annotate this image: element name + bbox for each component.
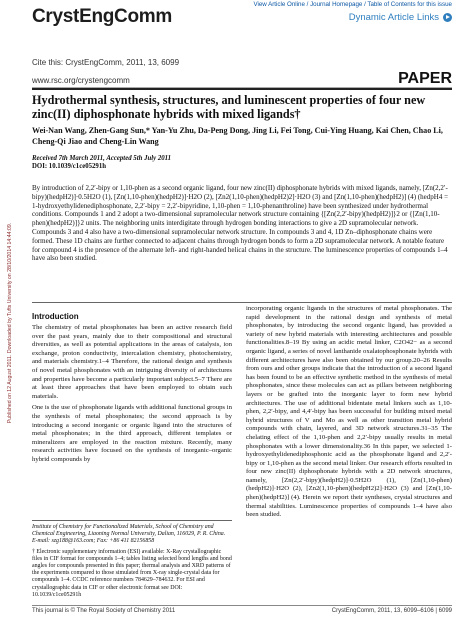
received-dates: Received 7th March 2011, Accepted 5th July 2011 <box>32 155 172 162</box>
left-column <box>32 324 232 468</box>
play-arrow-icon[interactable] <box>443 13 452 22</box>
intro-paragraph-2: One is the use of phosphonate ligands with additional functional groups in the synthesis of metal phosphonates; the second approach is by introducing a second inorganic or organic ligand into the structures of metal phosphonates; in the third approach, different templates or mineralizers are employed in the reaction mixture. Recently, many research activities have focused on the synthesis of inorganic–organic hybrid compounds by <box>32 404 232 463</box>
journal-title: CrystEngComm <box>32 6 172 27</box>
download-sideband <box>0 0 14 620</box>
journal-url[interactable]: www.rsc.org/crystengcomm <box>32 76 130 85</box>
intro-paragraph-1: The chemistry of metal phosphonates has been an active research field over the past years, mainly due to their compositional and structural diversities, as well as potential applications in the areas of catalysis, ion exchange, proton conductivity, intercalation chemistry, photochemistry, and materials chemistry.1–4 Therefore, the rational design and synthesis of novel metal phosphonates with an intriguing diversity of architectures and properties have become a particularly important subject.5–7 There are at least three approaches that have been employed to obtain such materials. <box>32 324 232 400</box>
copyright-footer: This journal is © The Royal Society of Chemistry 2011 <box>32 608 176 614</box>
header-divider <box>32 88 452 90</box>
abstract-text: By introduction of 2,2′-bipy or 1,10-phen as a second organic ligand, four new zinc(II) diphosphonate hybrids with mixed ligands, namely, [Zn(2,2′-bipy)(hedpH2)]·0.5H2O (1), [Zn(1,10-phen)(hedpH2)]·H2O (2), [Zn2(1,10-phen)(hedpH2)2]·H2O (3) and [Zn(1,10-phen)(hedpH2)] (4) (hedpH4 = 1-hydroxyethylidenediphosphonate, 2,2′-bipy = 2,2′-bipyridine, 1,10-phen = 1,10-phenanthroline) have been synthesized under hydrothermal conditions. Compounds 1 and 2 adopt a two-dimensional supramolecular network structure containing {[Zn(2,2′-bipy)(hedpH2)]}2 or {[Zn(1,10-phen)(hedpH2)]}2 units. The neighboring units interdigitate through hydrogen bonding interactions to give a 2D supramolecular network. Compounds 3 and 4 also have a two-dimensional supramolecular network structure. In compounds 3 and 4, 1D Zn–diphosphonate chains were formed. These 1D chains are further connected to adjacent chains through hydrogen bonds to form a 2D supramolecular network. A notable feature for compound 4 is the presence of the alternate left- and right-handed helical chains in the structure. The luminescence properties of compounds 1–4 have also been studied. <box>32 184 449 263</box>
article-links[interactable]: View Article Online / Journal Homepage / Table of Contents for this issue <box>253 1 452 8</box>
dynamic-links-label[interactable]: Dynamic Article Links <box>348 12 439 23</box>
abstract-divider <box>32 302 452 303</box>
footer-divider <box>32 605 452 606</box>
intro-paragraph-3: incorporating organic ligands in the structures of metal phosphonates. The rapid development in the rational design and synthesis of metal phosphonates, by introducing the second organic ligand, has provided a variety of new hybrid materials with interesting architectures and possible functionalities.8–19 By using an acidic metal linker, C2O42− as a second organic ligand, a series of novel lanthanide oxalatophosphonate hybrids with different architectures have also been obtained by our group.20–26 Results from ours and other groups indicate that the introduction of a second ligand has been found to be an effective synthetic method in the synthesis of metal phosphonates, since these molecules can act as pillars between neighboring layers or be grafted into the inorganic layer to form new hybrid architectures. The use of additional bidentate metal linkers such as 1,10-phen, 2,2′-bipy, and 4,4′-bipy has been successful for building mixed metal hybrid structures of V and Mo as well as other transition metal hybrid compounds with chain, layered, and 3D network structures.31–35 The chelating effect of the 1,10-phen and 2,2′-bipy usually results in metal phosphonates with a lower dimensionality.36 In this paper, we selected 1-hydroxyethylidenediphosphonic acid as the phosphonate ligand and 2,2′-bipy or 1,10-phen as the second metal linker. Our research efforts resulted in four new zinc(II) diphosphonate hybrids with a 2D network structures, namely, [Zn(2,2′-bipy)(hedpH2)]·0.5H2O (1), [Zn(1,10-phen)(hedpH2)]·H2O (2), [Zn2(1,10-phen)(hedpH2)2]·H2O (3) and [Zn(1,10-phen)(hedpH2)] (4). Herein we report their syntheses, crystal structures and thermal stabilities. Luminescence properties of compounds 1–4 have also been studied. <box>246 305 452 519</box>
introduction-heading: Introduction <box>32 312 79 321</box>
footnotes <box>32 520 232 602</box>
citation-line: Cite this: CrystEngComm, 2011, 13, 6099 <box>32 58 180 67</box>
author-list: Wei-Nan Wang, Zhen-Gang Sun,* Yan-Yu Zhu, Da-Peng Dong, Jing Li, Fei Tong, Cui-Ying Huang, Kai Chen, Chao Li, Cheng-Qi Jiao and Cheng-Lin Wang <box>32 126 443 146</box>
article-doi[interactable]: DOI: 10.1039/c1ce05291h <box>32 163 107 170</box>
article-title: Hydrothermal synthesis, structures, and luminescent properties of four new zinc(II) diphosphonate hybrids with mixed ligands† <box>32 93 426 121</box>
dynamic-article-links[interactable] <box>349 12 452 23</box>
paper-type-label: PAPER <box>398 70 452 87</box>
esi-footnote: † Electronic supplementary information (ESI) available: X-Ray crystallographic files in CIF format for compounds 1–4; tables listing selected bond lengths and bond angles for compounds presented in this paper; thermal analysis and XRD patterns of the experiments compared to those simulated from X-ray single-crystal data for compounds 1–4. CCDC reference numbers 784629–784632. For ESI and crystallographic data in CIF or other electronic format see DOI: 10.1039/c1ce05291h <box>32 548 232 598</box>
page-reference-footer: CrystEngComm, 2011, 13, 6099–6106 | 6099 <box>331 608 452 614</box>
affiliation-footnote: Institute of Chemistry for Functionalized Materials, School of Chemistry and Chemical Engineering, Liaoning Normal University, Dalian, 116029, P. R. China. E-mail: szg188@163.com; Fax: +86 411 82156858 <box>32 524 226 545</box>
download-notice: Published on 12 August 2011. Downloaded by Tufts University on 28/10/2014 14:44:09. <box>7 222 13 424</box>
right-column <box>246 305 452 523</box>
